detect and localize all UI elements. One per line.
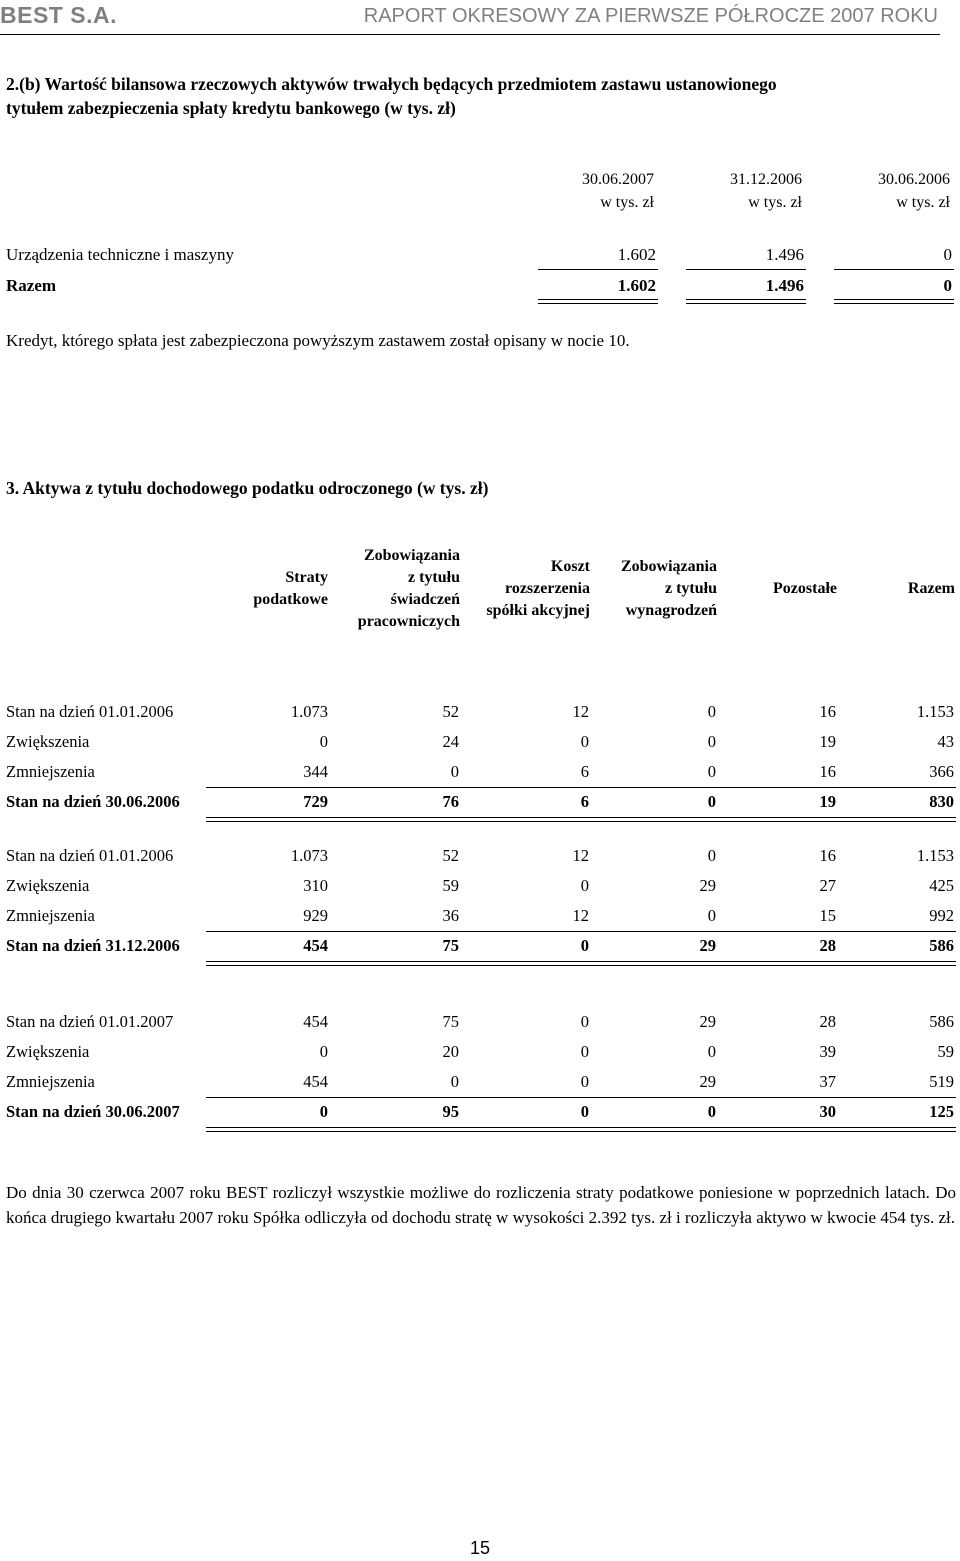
pledge-col-header: 30.06.2006 w tys. zł (878, 171, 950, 211)
pledge-col-header: 30.06.2007 w tys. zł (582, 171, 654, 211)
pledge-row: Urządzenia techniczne i maszyny 1.602 1.496 0 (6, 245, 952, 264)
double-underline (686, 299, 806, 304)
table-row: Zmniejszenia 454 0 0 29 37 519 (6, 1072, 954, 1091)
table-total-row: Stan na dzień 30.06.2006 729 76 6 0 19 830 (6, 792, 954, 811)
table-row: Zwiększenia 310 59 0 29 27 425 (6, 876, 954, 895)
table-total-row: Stan na dzień 30.06.2007 0 95 0 0 30 125 (6, 1102, 954, 1121)
table-row: Zmniejszenia 929 36 12 0 15 992 (6, 906, 954, 925)
section-2b-title-line2: tytułem zabezpieczenia spłaty kredytu bankowego (w tys. zł) (6, 98, 456, 118)
table-row: Zwiększenia 0 24 0 0 19 43 (6, 732, 954, 751)
underline (686, 269, 806, 270)
underline (538, 269, 658, 270)
double-underline (206, 1127, 956, 1132)
table-total-row: Stan na dzień 31.12.2006 454 75 0 29 28 586 (6, 936, 954, 955)
underline (834, 269, 954, 270)
table-row: Stan na dzień 01.01.2006 1.073 52 12 0 16 1.153 (6, 702, 954, 721)
table-row: Stan na dzień 01.01.2007 454 75 0 29 28 586 (6, 1012, 954, 1031)
column-header: Pozostałe (773, 580, 837, 597)
section-3-title: 3. Aktywa z tytułu dochodowego podatku odroczonego (w tys. zł) (6, 478, 489, 498)
pledge-total-row: Razem 1.602 1.496 0 (6, 276, 952, 295)
page-number: 15 (469, 1538, 491, 1558)
column-header: Koszt rozszerzenia spółki akcyjnej (486, 558, 590, 619)
table-row: Stan na dzień 01.01.2006 1.073 52 12 0 16 1.153 (6, 846, 954, 865)
section-2b-title-line1: 2.(b) Wartość bilansowa rzeczowych aktywów trwałych będących przedmiotem zastawu ustanowionego (6, 74, 777, 94)
column-header: Straty podatkowe (253, 569, 328, 608)
pledge-note: Kredyt, którego spłata jest zabezpieczona powyższym zastawem został opisany w nocie 10. (6, 331, 630, 350)
page-header (0, 0, 940, 35)
report-title: RAPORT OKRESOWY ZA PIERWSZE PÓŁROCZE 2007 ROKU (363, 5, 938, 27)
column-header: Zobowiązania z tytułu świadczeń pracowniczych (357, 547, 460, 630)
underline (206, 1097, 956, 1098)
table-row: Zwiększenia 0 20 0 0 39 59 (6, 1042, 954, 1061)
column-header: Razem (907, 580, 955, 597)
column-header: Zobowiązania z tytułu wynagrodzeń (620, 558, 717, 619)
tax-loss-paragraph: Do dnia 30 czerwca 2007 roku BEST rozliczył wszystkie możliwe do rozliczenia straty podatkowe poniesione w poprzednich latach. Do końca drugiego kwartału 2007 roku Spółka odliczyła od dochodu stratę w wysokości 2.392 tys. zł i rozliczyła aktywo w kwocie 454 tys. zł. (6, 1183, 956, 1227)
pledge-col-header: 31.12.2006 w tys. zł (730, 171, 802, 211)
company-name: BEST S.A. (0, 2, 117, 28)
double-underline (206, 961, 956, 966)
double-underline (206, 817, 956, 822)
underline (206, 787, 956, 788)
double-underline (834, 299, 954, 304)
underline (206, 931, 956, 932)
table-row: Zmniejszenia 344 0 6 0 16 366 (6, 762, 954, 781)
double-underline (538, 299, 658, 304)
